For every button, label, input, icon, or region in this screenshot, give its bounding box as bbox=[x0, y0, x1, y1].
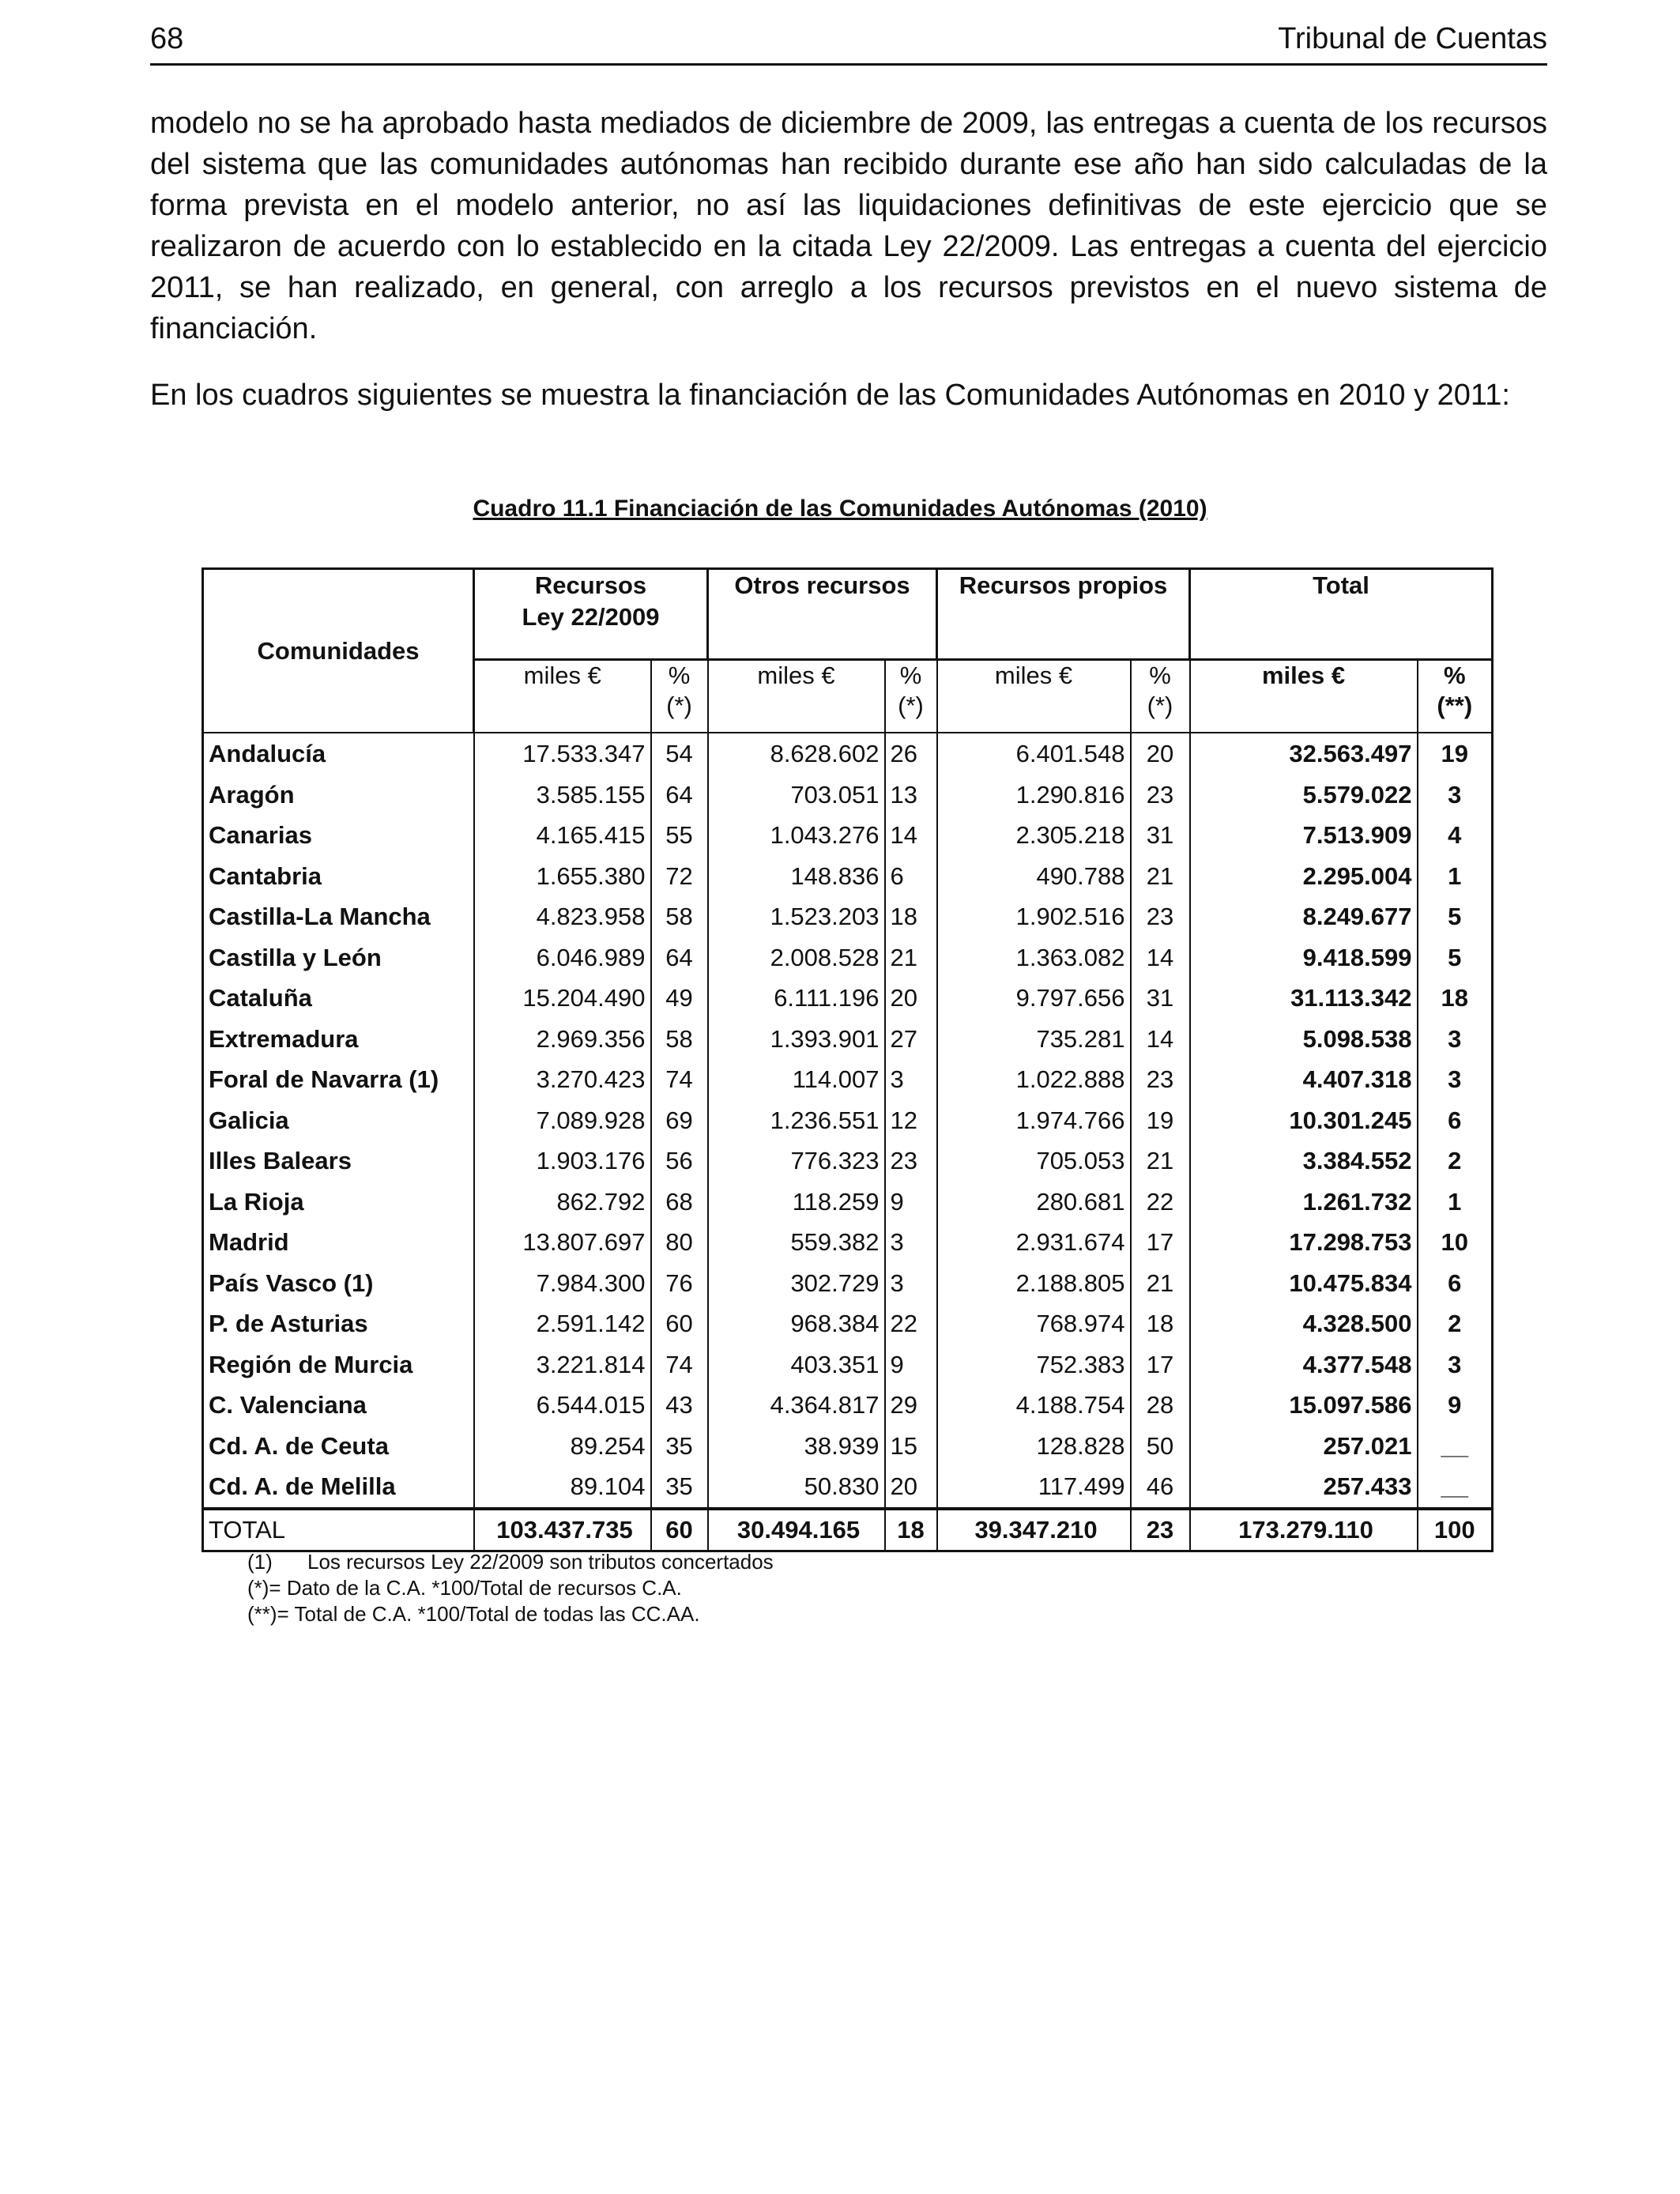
cell-otros-pct: 15 bbox=[885, 1426, 937, 1467]
body-paragraph-2: En los cuadros siguientes se muestra la financiación de las Comunidades Autónomas en 2010 y 2011: bbox=[150, 379, 1510, 412]
cell-total: 10.475.834 bbox=[1190, 1263, 1418, 1304]
cell-ley-pct: 60 bbox=[651, 1303, 708, 1344]
cell-total-pct: 2 bbox=[1418, 1140, 1493, 1182]
cell-ley-pct: 76 bbox=[651, 1263, 708, 1304]
total-total: 173.279.110 bbox=[1190, 1509, 1418, 1551]
cell-otros: 968.384 bbox=[708, 1303, 885, 1344]
table-row bbox=[203, 1385, 1493, 1426]
note-1-marker: (1) bbox=[247, 1550, 273, 1574]
cell-propios: 752.383 bbox=[937, 1344, 1131, 1385]
cell-propios-pct: 14 bbox=[1131, 937, 1190, 978]
cell-total: 4.407.318 bbox=[1190, 1059, 1418, 1100]
cell-propios-pct: 31 bbox=[1131, 815, 1190, 856]
table-row bbox=[203, 1466, 1493, 1509]
note-1 bbox=[247, 1549, 774, 1575]
cell-total: 3.384.552 bbox=[1190, 1140, 1418, 1182]
table-notes bbox=[247, 1549, 774, 1627]
subheader-miles: miles € bbox=[474, 660, 651, 733]
cell-total-pct: 1 bbox=[1418, 1182, 1493, 1223]
cell-otros: 114.007 bbox=[708, 1059, 885, 1100]
cell-propios: 735.281 bbox=[937, 1019, 1131, 1060]
cell-name: Cantabria bbox=[203, 856, 474, 897]
header-recursos-ley bbox=[474, 569, 708, 660]
cell-total: 31.113.342 bbox=[1190, 978, 1418, 1019]
cell-total: 10.301.245 bbox=[1190, 1100, 1418, 1141]
cell-otros: 2.008.528 bbox=[708, 937, 885, 978]
cell-otros: 118.259 bbox=[708, 1182, 885, 1223]
cell-ley: 6.544.015 bbox=[474, 1385, 651, 1426]
cell-name: C. Valenciana bbox=[203, 1385, 474, 1426]
pct-note-marker: (*) bbox=[898, 692, 924, 719]
cell-name: La Rioja bbox=[203, 1182, 474, 1223]
cell-name: Galicia bbox=[203, 1100, 474, 1141]
cell-otros-pct: 6 bbox=[885, 856, 937, 897]
cell-ley: 2.969.356 bbox=[474, 1019, 651, 1060]
cell-ley: 7.984.300 bbox=[474, 1263, 651, 1304]
table-row bbox=[203, 1303, 1493, 1344]
cell-propios: 9.797.656 bbox=[937, 978, 1131, 1019]
cell-propios: 2.931.674 bbox=[937, 1222, 1131, 1263]
cell-ley: 89.104 bbox=[474, 1466, 651, 1509]
cell-total-pct: 9 bbox=[1418, 1385, 1493, 1426]
cell-propios-pct: 21 bbox=[1131, 1263, 1190, 1304]
cell-propios: 768.974 bbox=[937, 1303, 1131, 1344]
cell-propios-pct: 18 bbox=[1131, 1303, 1190, 1344]
table-row bbox=[203, 733, 1493, 775]
cell-total-pct: 18 bbox=[1418, 978, 1493, 1019]
cell-otros-pct: 29 bbox=[885, 1385, 937, 1426]
cell-ley: 1.655.380 bbox=[474, 856, 651, 897]
cell-total: 17.298.753 bbox=[1190, 1222, 1418, 1263]
cell-propios-pct: 28 bbox=[1131, 1385, 1190, 1426]
table-row bbox=[203, 1426, 1493, 1467]
cell-propios: 6.401.548 bbox=[937, 733, 1131, 775]
cell-propios-pct: 31 bbox=[1131, 978, 1190, 1019]
financing-table bbox=[202, 567, 1494, 1552]
cell-total-pct: __ bbox=[1418, 1426, 1493, 1467]
table-row bbox=[203, 1222, 1493, 1263]
cell-total-pct: 3 bbox=[1418, 1019, 1493, 1060]
subheader-miles-total: miles € bbox=[1190, 660, 1418, 733]
cell-otros-pct: 23 bbox=[885, 1140, 937, 1182]
cell-ley-pct: 55 bbox=[651, 815, 708, 856]
cell-ley: 89.254 bbox=[474, 1426, 651, 1467]
page-number: 68 bbox=[150, 22, 184, 55]
body-paragraph-1: modelo no se ha aprobado hasta mediados de diciembre de 2009, las entregas a cuenta de los recursos del sistema que las comunidades autónomas han recibido durante ese año han sido calculadas de la forma prevista en el modelo anterior, no así las liquidaciones definitivas de este ejercicio que se realizaron de acuerdo con lo establecido en la citada Ley 22/2009. Las entregas a cuenta del ejercicio 2011, se han realizado, en general, con arreglo a los recursos previstos en el nuevo sistema de financiación. bbox=[150, 107, 1547, 345]
cell-ley: 3.585.155 bbox=[474, 775, 651, 816]
cell-total-pct: __ bbox=[1418, 1466, 1493, 1509]
cell-ley: 1.903.176 bbox=[474, 1140, 651, 1182]
table-row bbox=[203, 1019, 1493, 1060]
cell-name: Andalucía bbox=[203, 733, 474, 775]
header-recursos-ley-line2: Ley 22/2009 bbox=[522, 603, 660, 631]
running-head: Tribunal de Cuentas bbox=[1278, 22, 1547, 55]
total-propios: 39.347.210 bbox=[937, 1509, 1131, 1551]
cell-ley: 3.221.814 bbox=[474, 1344, 651, 1385]
cell-otros-pct: 9 bbox=[885, 1182, 937, 1223]
cell-ley-pct: 49 bbox=[651, 978, 708, 1019]
cell-otros: 38.939 bbox=[708, 1426, 885, 1467]
cell-total-pct: 2 bbox=[1418, 1303, 1493, 1344]
cell-name: Castilla-La Mancha bbox=[203, 896, 474, 937]
cell-otros: 1.523.203 bbox=[708, 896, 885, 937]
cell-otros-pct: 14 bbox=[885, 815, 937, 856]
cell-otros: 50.830 bbox=[708, 1466, 885, 1509]
cell-propios-pct: 23 bbox=[1131, 775, 1190, 816]
cell-propios: 705.053 bbox=[937, 1140, 1131, 1182]
cell-name: Cd. A. de Ceuta bbox=[203, 1426, 474, 1467]
total-row bbox=[203, 1509, 1493, 1551]
cell-total-pct: 6 bbox=[1418, 1100, 1493, 1141]
subheader-pct-total bbox=[1418, 660, 1493, 733]
cell-propios: 128.828 bbox=[937, 1426, 1131, 1467]
cell-name: P. de Asturias bbox=[203, 1303, 474, 1344]
cell-ley: 13.807.697 bbox=[474, 1222, 651, 1263]
cell-ley: 15.204.490 bbox=[474, 978, 651, 1019]
cell-ley-pct: 64 bbox=[651, 775, 708, 816]
subheader-miles: miles € bbox=[708, 660, 885, 733]
subheader-pct bbox=[885, 660, 937, 733]
pct-symbol: % bbox=[1149, 662, 1171, 689]
cell-name: Illes Balears bbox=[203, 1140, 474, 1182]
pct-symbol: % bbox=[899, 662, 922, 689]
header-recursos-ley-line1: Recursos bbox=[534, 571, 647, 599]
cell-otros-pct: 20 bbox=[885, 978, 937, 1019]
total-propios-pct: 23 bbox=[1131, 1509, 1190, 1551]
cell-otros: 403.351 bbox=[708, 1344, 885, 1385]
cell-ley-pct: 56 bbox=[651, 1140, 708, 1182]
cell-total: 9.418.599 bbox=[1190, 937, 1418, 978]
cell-total-pct: 10 bbox=[1418, 1222, 1493, 1263]
cell-ley-pct: 54 bbox=[651, 733, 708, 775]
cell-propios: 1.902.516 bbox=[937, 896, 1131, 937]
cell-ley: 17.533.347 bbox=[474, 733, 651, 775]
table-row bbox=[203, 815, 1493, 856]
cell-propios-pct: 19 bbox=[1131, 1100, 1190, 1141]
table-body bbox=[203, 733, 1493, 1509]
cell-name: Aragón bbox=[203, 775, 474, 816]
cell-propios-pct: 17 bbox=[1131, 1222, 1190, 1263]
cell-ley-pct: 35 bbox=[651, 1466, 708, 1509]
table-row bbox=[203, 1263, 1493, 1304]
cell-propios-pct: 23 bbox=[1131, 896, 1190, 937]
cell-total-pct: 3 bbox=[1418, 775, 1493, 816]
cell-total-pct: 19 bbox=[1418, 733, 1493, 775]
table-row bbox=[203, 1344, 1493, 1385]
cell-propios-pct: 17 bbox=[1131, 1344, 1190, 1385]
header-rule bbox=[150, 63, 1547, 66]
cell-propios-pct: 46 bbox=[1131, 1466, 1190, 1509]
table-row bbox=[203, 775, 1493, 816]
cell-ley: 862.792 bbox=[474, 1182, 651, 1223]
cell-total: 4.328.500 bbox=[1190, 1303, 1418, 1344]
cell-propios: 1.290.816 bbox=[937, 775, 1131, 816]
header-otros-recursos: Otros recursos bbox=[708, 569, 937, 660]
cell-otros-pct: 3 bbox=[885, 1263, 937, 1304]
cell-propios: 4.188.754 bbox=[937, 1385, 1131, 1426]
total-otros-pct: 18 bbox=[885, 1509, 937, 1551]
cell-total: 257.433 bbox=[1190, 1466, 1418, 1509]
pct-note-marker: (*) bbox=[1147, 692, 1173, 719]
table-row bbox=[203, 1059, 1493, 1100]
cell-ley-pct: 64 bbox=[651, 937, 708, 978]
cell-otros-pct: 27 bbox=[885, 1019, 937, 1060]
cell-propios-pct: 14 bbox=[1131, 1019, 1190, 1060]
cell-otros-pct: 26 bbox=[885, 733, 937, 775]
cell-propios-pct: 21 bbox=[1131, 1140, 1190, 1182]
pct-symbol: % bbox=[1443, 662, 1466, 689]
subheader-pct bbox=[651, 660, 708, 733]
pct-symbol: % bbox=[668, 662, 691, 689]
cell-total-pct: 1 bbox=[1418, 856, 1493, 897]
table-row bbox=[203, 856, 1493, 897]
cell-otros: 1.043.276 bbox=[708, 815, 885, 856]
subheader-pct bbox=[1131, 660, 1190, 733]
table-row bbox=[203, 978, 1493, 1019]
cell-otros-pct: 12 bbox=[885, 1100, 937, 1141]
cell-total: 1.261.732 bbox=[1190, 1182, 1418, 1223]
cell-ley: 4.165.415 bbox=[474, 815, 651, 856]
cell-total: 15.097.586 bbox=[1190, 1385, 1418, 1426]
table-row bbox=[203, 896, 1493, 937]
header-recursos-propios: Recursos propios bbox=[937, 569, 1190, 660]
header-comunidades: Comunidades bbox=[203, 569, 474, 733]
total-label: TOTAL bbox=[203, 1509, 474, 1551]
cell-name: Madrid bbox=[203, 1222, 474, 1263]
pct-total-note-marker: (**) bbox=[1437, 692, 1473, 719]
cell-total: 5.579.022 bbox=[1190, 775, 1418, 816]
cell-otros: 6.111.196 bbox=[708, 978, 885, 1019]
cell-otros-pct: 18 bbox=[885, 896, 937, 937]
cell-total: 257.021 bbox=[1190, 1426, 1418, 1467]
total-ley-pct: 60 bbox=[651, 1509, 708, 1551]
cell-propios: 1.022.888 bbox=[937, 1059, 1131, 1100]
cell-otros-pct: 3 bbox=[885, 1222, 937, 1263]
cell-propios: 2.188.805 bbox=[937, 1263, 1131, 1304]
total-otros: 30.494.165 bbox=[708, 1509, 885, 1551]
cell-otros-pct: 9 bbox=[885, 1344, 937, 1385]
cell-name: Cataluña bbox=[203, 978, 474, 1019]
cell-propios: 117.499 bbox=[937, 1466, 1131, 1509]
cell-propios-pct: 21 bbox=[1131, 856, 1190, 897]
cell-total-pct: 5 bbox=[1418, 896, 1493, 937]
cell-otros-pct: 13 bbox=[885, 775, 937, 816]
cell-otros: 4.364.817 bbox=[708, 1385, 885, 1426]
cell-otros: 302.729 bbox=[708, 1263, 885, 1304]
cell-total: 5.098.538 bbox=[1190, 1019, 1418, 1060]
cell-otros: 1.236.551 bbox=[708, 1100, 885, 1141]
cell-total: 2.295.004 bbox=[1190, 856, 1418, 897]
cell-ley: 3.270.423 bbox=[474, 1059, 651, 1100]
subheader-miles: miles € bbox=[937, 660, 1131, 733]
cell-ley-pct: 69 bbox=[651, 1100, 708, 1141]
table-row bbox=[203, 937, 1493, 978]
cell-ley: 4.823.958 bbox=[474, 896, 651, 937]
cell-total-pct: 3 bbox=[1418, 1059, 1493, 1100]
note-1-text: Los recursos Ley 22/2009 son tributos concertados bbox=[307, 1550, 774, 1574]
cell-ley: 7.089.928 bbox=[474, 1100, 651, 1141]
pct-note-marker: (*) bbox=[666, 692, 692, 719]
cell-propios-pct: 23 bbox=[1131, 1059, 1190, 1100]
cell-ley-pct: 68 bbox=[651, 1182, 708, 1223]
cell-ley-pct: 72 bbox=[651, 856, 708, 897]
table-row bbox=[203, 1140, 1493, 1182]
cell-propios: 1.974.766 bbox=[937, 1100, 1131, 1141]
cell-propios: 1.363.082 bbox=[937, 937, 1131, 978]
cell-otros: 148.836 bbox=[708, 856, 885, 897]
cell-total-pct: 6 bbox=[1418, 1263, 1493, 1304]
note-2: (*)= Dato de la C.A. *100/Total de recursos C.A. bbox=[247, 1576, 682, 1600]
header-total: Total bbox=[1190, 569, 1493, 660]
cell-propios-pct: 20 bbox=[1131, 733, 1190, 775]
cell-total: 32.563.497 bbox=[1190, 733, 1418, 775]
cell-name: Cd. A. de Melilla bbox=[203, 1466, 474, 1509]
cell-otros-pct: 21 bbox=[885, 937, 937, 978]
cell-total-pct: 4 bbox=[1418, 815, 1493, 856]
cell-name: Región de Murcia bbox=[203, 1344, 474, 1385]
table-caption: Cuadro 11.1 Financiación de las Comunidades Autónomas (2010) bbox=[473, 496, 1207, 522]
cell-propios: 490.788 bbox=[937, 856, 1131, 897]
cell-propios: 280.681 bbox=[937, 1182, 1131, 1223]
cell-propios-pct: 22 bbox=[1131, 1182, 1190, 1223]
total-ley: 103.437.735 bbox=[474, 1509, 651, 1551]
cell-total: 4.377.548 bbox=[1190, 1344, 1418, 1385]
cell-name: Foral de Navarra (1) bbox=[203, 1059, 474, 1100]
cell-total: 8.249.677 bbox=[1190, 896, 1418, 937]
cell-name: Castilla y León bbox=[203, 937, 474, 978]
cell-name: Canarias bbox=[203, 815, 474, 856]
cell-ley: 2.591.142 bbox=[474, 1303, 651, 1344]
cell-ley-pct: 58 bbox=[651, 896, 708, 937]
cell-total-pct: 3 bbox=[1418, 1344, 1493, 1385]
cell-total-pct: 5 bbox=[1418, 937, 1493, 978]
cell-otros: 8.628.602 bbox=[708, 733, 885, 775]
cell-ley-pct: 80 bbox=[651, 1222, 708, 1263]
cell-ley-pct: 35 bbox=[651, 1426, 708, 1467]
cell-otros: 559.382 bbox=[708, 1222, 885, 1263]
cell-otros-pct: 3 bbox=[885, 1059, 937, 1100]
table-row bbox=[203, 1100, 1493, 1141]
table-row bbox=[203, 1182, 1493, 1223]
note-3: (**)= Total de C.A. *100/Total de todas las CC.AA. bbox=[247, 1602, 700, 1626]
cell-ley-pct: 74 bbox=[651, 1344, 708, 1385]
cell-otros-pct: 22 bbox=[885, 1303, 937, 1344]
cell-propios: 2.305.218 bbox=[937, 815, 1131, 856]
cell-otros: 703.051 bbox=[708, 775, 885, 816]
cell-name: Extremadura bbox=[203, 1019, 474, 1060]
cell-total: 7.513.909 bbox=[1190, 815, 1418, 856]
cell-ley-pct: 43 bbox=[651, 1385, 708, 1426]
cell-name: País Vasco (1) bbox=[203, 1263, 474, 1304]
cell-otros-pct: 20 bbox=[885, 1466, 937, 1509]
cell-ley: 6.046.989 bbox=[474, 937, 651, 978]
total-total-pct: 100 bbox=[1418, 1509, 1493, 1551]
cell-propios-pct: 50 bbox=[1131, 1426, 1190, 1467]
cell-ley-pct: 58 bbox=[651, 1019, 708, 1060]
cell-otros: 776.323 bbox=[708, 1140, 885, 1182]
cell-ley-pct: 74 bbox=[651, 1059, 708, 1100]
cell-otros: 1.393.901 bbox=[708, 1019, 885, 1060]
